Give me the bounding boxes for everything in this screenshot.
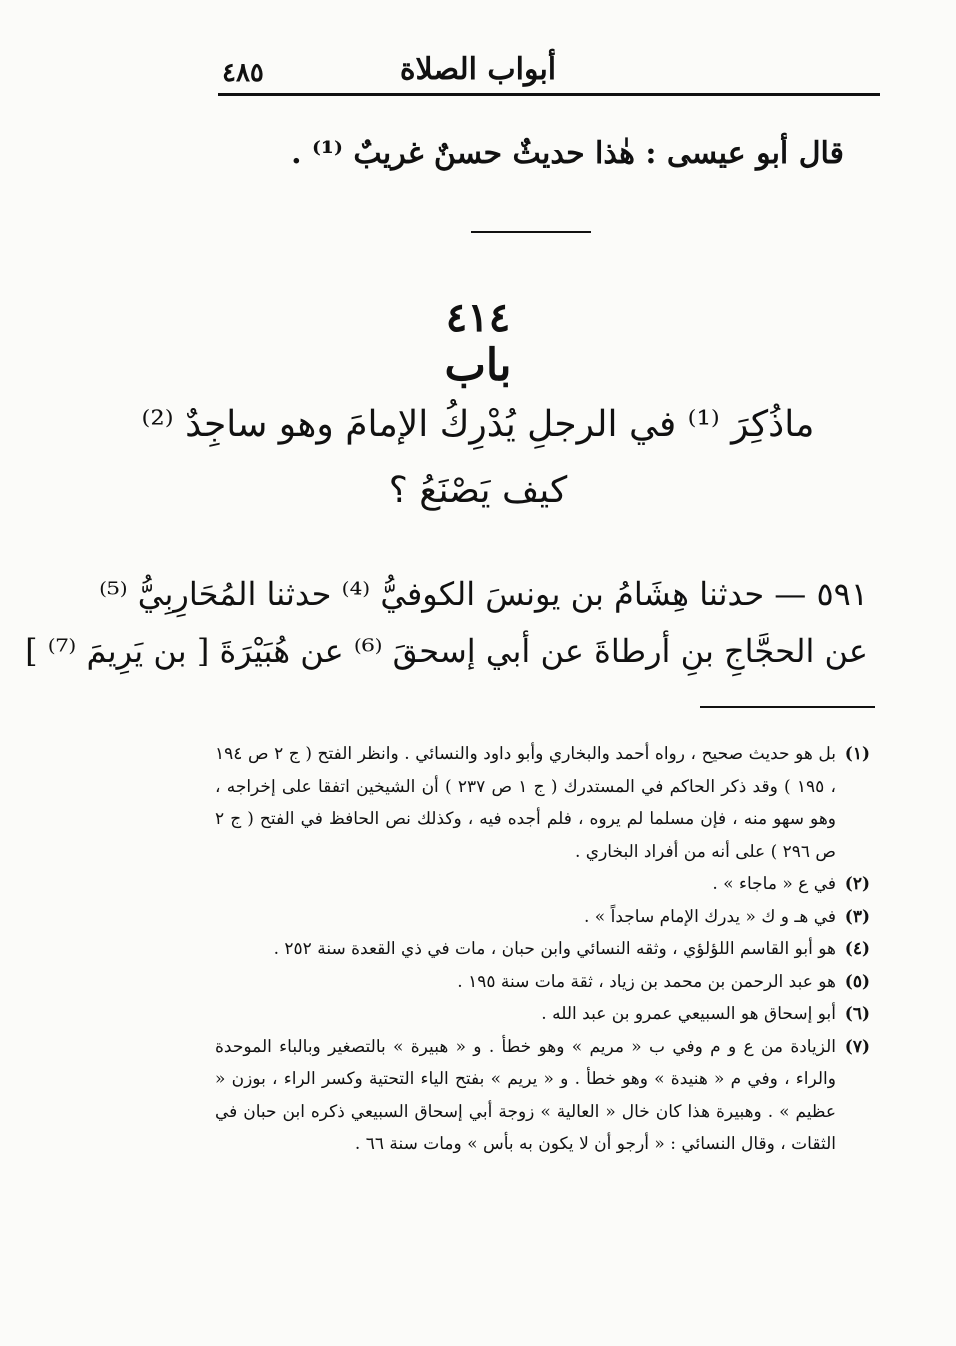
footnote-number: (٦) — [844, 1004, 870, 1024]
footnote — [215, 1031, 870, 1161]
footnote-text: هو عبد الرحمن بن محمد بن زياد ، ثقة مات سنة ١٩٥ . — [457, 971, 836, 992]
chapter-title-line-1: ماذُكِرَ ⁽¹⁾ في الرجلِ يُدْرِكُ الإمامَ وهو ساجِدٌ ⁽²⁾ — [141, 404, 815, 445]
footnote-number: (١) — [844, 744, 870, 764]
footnote-number: (٣) — [844, 906, 870, 927]
footnote-rule — [700, 706, 875, 708]
footnote-number: (٥) — [844, 971, 870, 992]
footnote-text: بل هو حديث صحيح ، رواه أحمد والبخاري وأبو داود والنسائي . وانظر الفتح ( ج ٢ ص ١٩٤ ، ١٩٥ ) وقد ذكر الحاكم في المستدرك ( ج ١ ص ٢٣٧ ) أن الشيخين اتفقا على إخراجه ، وهو سهو منه ، فإن مسلما لم يروه ، فلم أجده فيه ، وكذلك نص الحافظ في الفتح ( ج ٢ ص ٢٩٦ ) على أنه من أفراد البخاري . — [215, 744, 836, 862]
footnote-text: أبو إسحاق هو السبيعي عمرو بن عبد الله . — [541, 1004, 836, 1024]
footnote-text: في هـ و ك « يدرك الإمام ساجداً » . — [584, 906, 836, 927]
closing-statement: قال أبو عيسى : هٰذا حديثٌ حسنٌ غريبٌ ⁽¹⁾ . — [291, 136, 844, 171]
hadith-line-2: عن الحجَّاجِ بنِ أرطاةَ عن أبي إسحقَ ⁽⁶⁾ عن هُبَيْرَةَ [ بن يَرِيمَ ⁽⁷⁾ ] — [25, 632, 868, 670]
footnote-text: في ع « ماجاء » . — [712, 874, 836, 894]
header-rule — [218, 93, 880, 96]
chapter-title-line-2: كيف يَصْنَعُ ؟ — [388, 470, 568, 511]
footnote-text: الزيادة من ع و م وفي ب « مريم » وهو خطأ . و « هبيرة » بالتصغير وبالباء الموحدة والراء ، وفي م « هنيدة » وهو خطأ . و « يريم » بفتح الياء التحتية وكسر الراء ، بوزن « عظيم » . وهبيرة هذا كان خال « العالية » زوجة أبي إسحاق السبيعي ذكره ابن حبان في الثقات ، وقال النسائي : « أرجو أن لا يكون به بأس » ومات سنة ٦٦ . — [215, 1036, 836, 1154]
footnote-text: هو أبو القاسم اللؤلؤي ، وثقه النسائي وابن حبان ، مات في ذي القعدة سنة ٢٥٢ . — [273, 939, 836, 959]
footnote — [215, 933, 870, 966]
footnote — [215, 868, 870, 901]
footnote — [215, 998, 870, 1031]
footnote-number: (٢) — [844, 874, 870, 894]
footnote-number: (٧) — [844, 1036, 870, 1057]
footnote-number: (٤) — [844, 939, 870, 959]
chapter-heading: باب — [444, 340, 512, 391]
chapter-number: ٤١٤ — [445, 294, 511, 341]
footnote — [215, 966, 870, 999]
footnote — [215, 738, 870, 868]
hadith-line-1: ٥٩١ — حدثنا هِشَامُ بن يونسَ الكوفيُّ ⁽⁴⁾ حدثنا المُحَارِبِيُّ ⁽⁵⁾ — [99, 575, 868, 613]
running-title: أبواب الصلاة — [399, 52, 557, 87]
footnotes — [215, 738, 870, 1161]
page-number: ٤٨٥ — [222, 58, 264, 88]
section-divider — [471, 231, 591, 233]
footnote — [215, 901, 870, 934]
